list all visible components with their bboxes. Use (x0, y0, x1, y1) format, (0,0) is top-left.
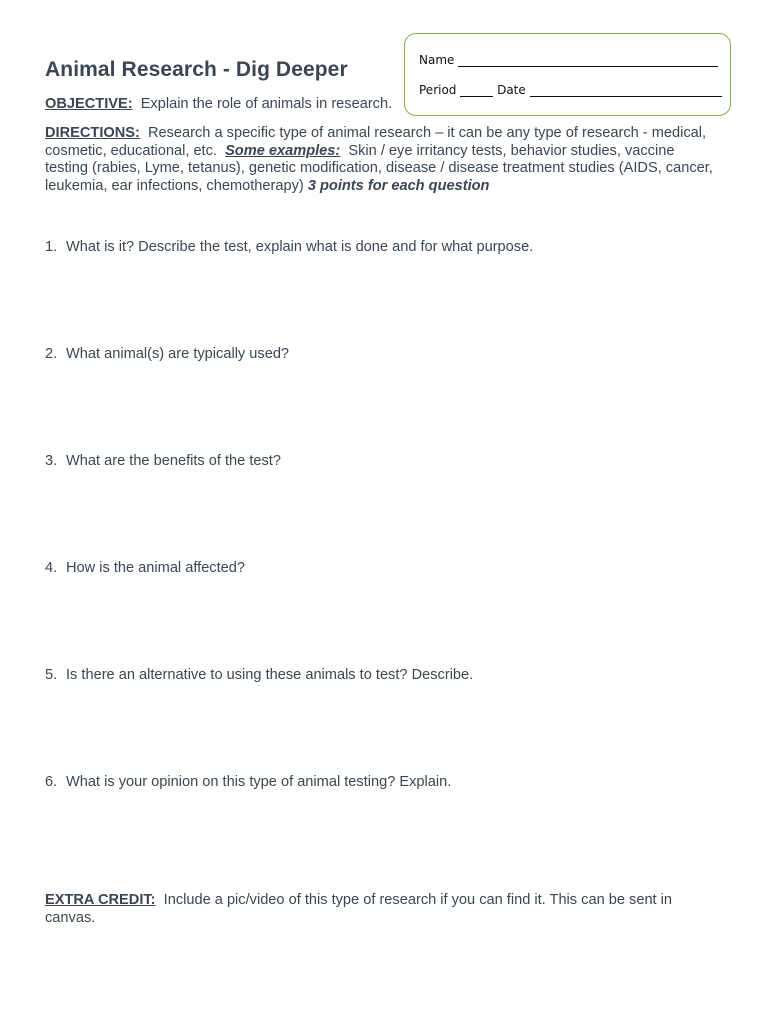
objective-label: OBJECTIVE: (45, 96, 133, 112)
period-label: Period (419, 83, 457, 97)
question-text: Is there an alternative to using these animals to test? Describe. (66, 667, 474, 683)
page-title: Animal Research - Dig Deeper (45, 58, 348, 81)
question-number: 5. (45, 667, 58, 683)
date-field[interactable] (530, 84, 722, 97)
question-text: What is your opinion on this type of animal testing? Explain. (66, 774, 452, 790)
extra-credit-paragraph (45, 892, 715, 927)
period-field[interactable] (460, 84, 493, 97)
question-item (45, 666, 473, 684)
directions-text: Research a specific type of animal research – it can be any type of research - medical, cosmetic, educational, etc. (45, 125, 707, 159)
extra-credit-text: Include a pic/video of this type of research if you can find it. This can be sent in canvas. (45, 892, 673, 926)
question-item (45, 345, 289, 363)
question-text: What are the benefits of the test? (66, 453, 281, 469)
question-item (45, 773, 451, 791)
extra-credit-label: EXTRA CREDIT: (45, 892, 156, 908)
directions-paragraph (45, 125, 720, 195)
question-item (45, 559, 245, 577)
objective-paragraph (45, 96, 425, 114)
question-number: 3. (45, 453, 58, 469)
question-text: How is the animal affected? (66, 560, 246, 576)
date-label: Date (497, 83, 526, 97)
name-period-date-box (404, 33, 731, 116)
question-number: 6. (45, 774, 58, 790)
question-text: What is it? Describe the test, explain what is done and for what purpose. (66, 239, 534, 255)
examples-text: Skin / eye irritancy tests, behavior studies, vaccine testing (rabies, Lyme, tetanus), genetic modification, disease / disease treatment studies (AIDS, cancer, leukemia, ear infections, chemotherapy) (45, 142, 713, 194)
question-number: 2. (45, 346, 58, 362)
directions-label: DIRECTIONS: (45, 125, 140, 141)
examples-label: Some examples: (225, 142, 341, 159)
name-field[interactable] (458, 54, 718, 67)
question-number: 1. (45, 239, 58, 255)
points-note: 3 points for each question (307, 177, 490, 194)
question-text: What animal(s) are typically used? (66, 346, 290, 362)
question-item (45, 238, 533, 256)
period-date-row (419, 83, 722, 97)
name-label: Name (419, 53, 455, 67)
question-item (45, 452, 281, 470)
objective-text: Explain the role of animals in research. (140, 96, 393, 112)
question-number: 4. (45, 560, 58, 576)
name-row (419, 53, 718, 67)
